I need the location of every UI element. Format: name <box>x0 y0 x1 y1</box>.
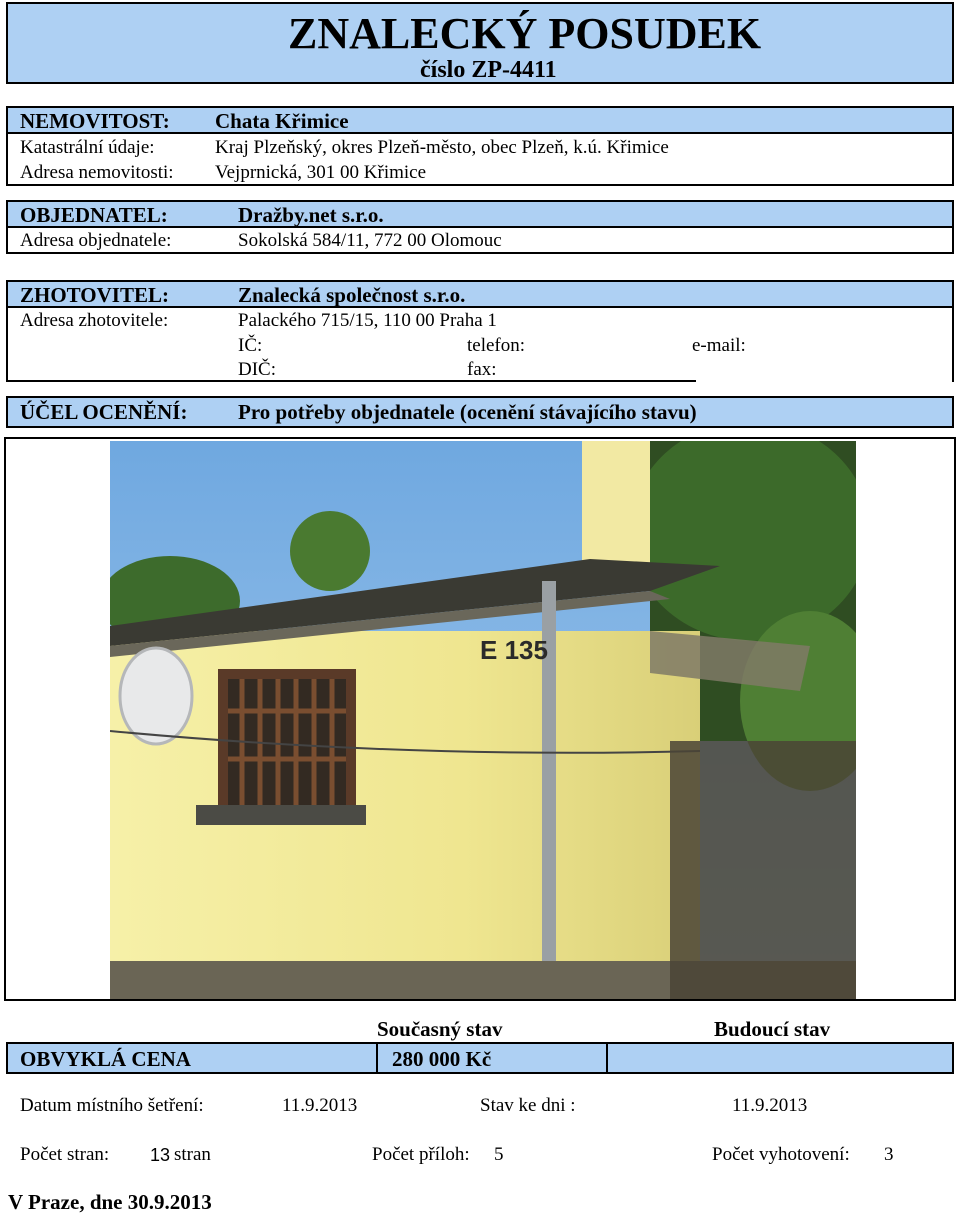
place-date: V Praze, dne 30.9.2013 <box>8 1190 212 1214</box>
copies-value: 3 <box>884 1144 894 1165</box>
attachments-label: Počet příloh: <box>372 1144 470 1165</box>
inspection-date-label: Datum místního šetření: <box>20 1095 204 1116</box>
pages-value: 13 <box>150 1145 171 1165</box>
client-name: Dražby.net s.r.o. <box>238 203 384 227</box>
contractor-bottom-rule <box>6 380 696 382</box>
document-number: číslo ZP-4411 <box>420 57 557 83</box>
client-label: OBJEDNATEL: <box>20 203 168 227</box>
current-state-header: Současný stav <box>377 1017 503 1041</box>
contractor-ic-label: IČ: <box>238 335 263 356</box>
price-divider-2 <box>606 1042 608 1074</box>
contractor-label: ZHOTOVITEL: <box>20 283 169 307</box>
property-name: Chata Křimice <box>215 109 349 133</box>
price-divider-1 <box>376 1042 378 1074</box>
contractor-address-label: Adresa zhotovitele: <box>20 310 169 331</box>
current-price-value: 280 000 Kč <box>392 1047 492 1071</box>
property-label: NEMOVITOST: <box>20 109 170 133</box>
contractor-email-label: e-mail: <box>692 335 746 356</box>
property-address-value: Vejprnická, 301 00 Křimice <box>215 162 427 183</box>
title-box <box>6 2 954 84</box>
property-photo <box>110 441 856 999</box>
pages-label: Počet stran: <box>20 1144 110 1165</box>
inspection-date-value: 11.9.2013 <box>282 1095 358 1116</box>
future-state-header: Budoucí stav <box>714 1017 831 1041</box>
client-address-label: Adresa objednatele: <box>20 230 172 251</box>
usual-price-label: OBVYKLÁ CENA <box>20 1047 191 1071</box>
photo-frame <box>4 437 956 1001</box>
purpose-value: Pro potřeby objednatele (ocenění stávajícího stavu) <box>238 400 697 424</box>
copies-label: Počet vyhotovení: <box>712 1144 850 1165</box>
satellite-dish <box>120 648 192 744</box>
attachments-value: 5 <box>494 1144 504 1165</box>
property-address-label: Adresa nemovitosti: <box>20 162 174 183</box>
contractor-phone-label: telefon: <box>467 335 526 356</box>
as-of-date-label: Stav ke dni : <box>480 1095 576 1116</box>
contractor-address-value: Palackého 715/15, 110 00 Praha 1 <box>238 310 497 331</box>
contractor-name: Znalecká společnost s.r.o. <box>238 283 466 307</box>
house-number: E 135 <box>480 635 548 665</box>
document-title: ZNALECKÝ POSUDEK <box>288 9 762 58</box>
as-of-date-value: 11.9.2013 <box>732 1095 808 1116</box>
contractor-dic-label: DIČ: <box>238 359 276 380</box>
contractor-fax-label: fax: <box>467 359 497 380</box>
client-address-value: Sokolská 584/11, 772 00 Olomouc <box>238 230 502 251</box>
cadastral-label: Katastrální údaje: <box>20 137 155 158</box>
pages-unit: stran <box>174 1144 211 1165</box>
purpose-label: ÚČEL OCENĚNÍ: <box>20 400 188 424</box>
cadastral-value: Kraj Plzeňský, okres Plzeň-město, obec Plzeň, k.ú. Křimice <box>215 137 669 158</box>
